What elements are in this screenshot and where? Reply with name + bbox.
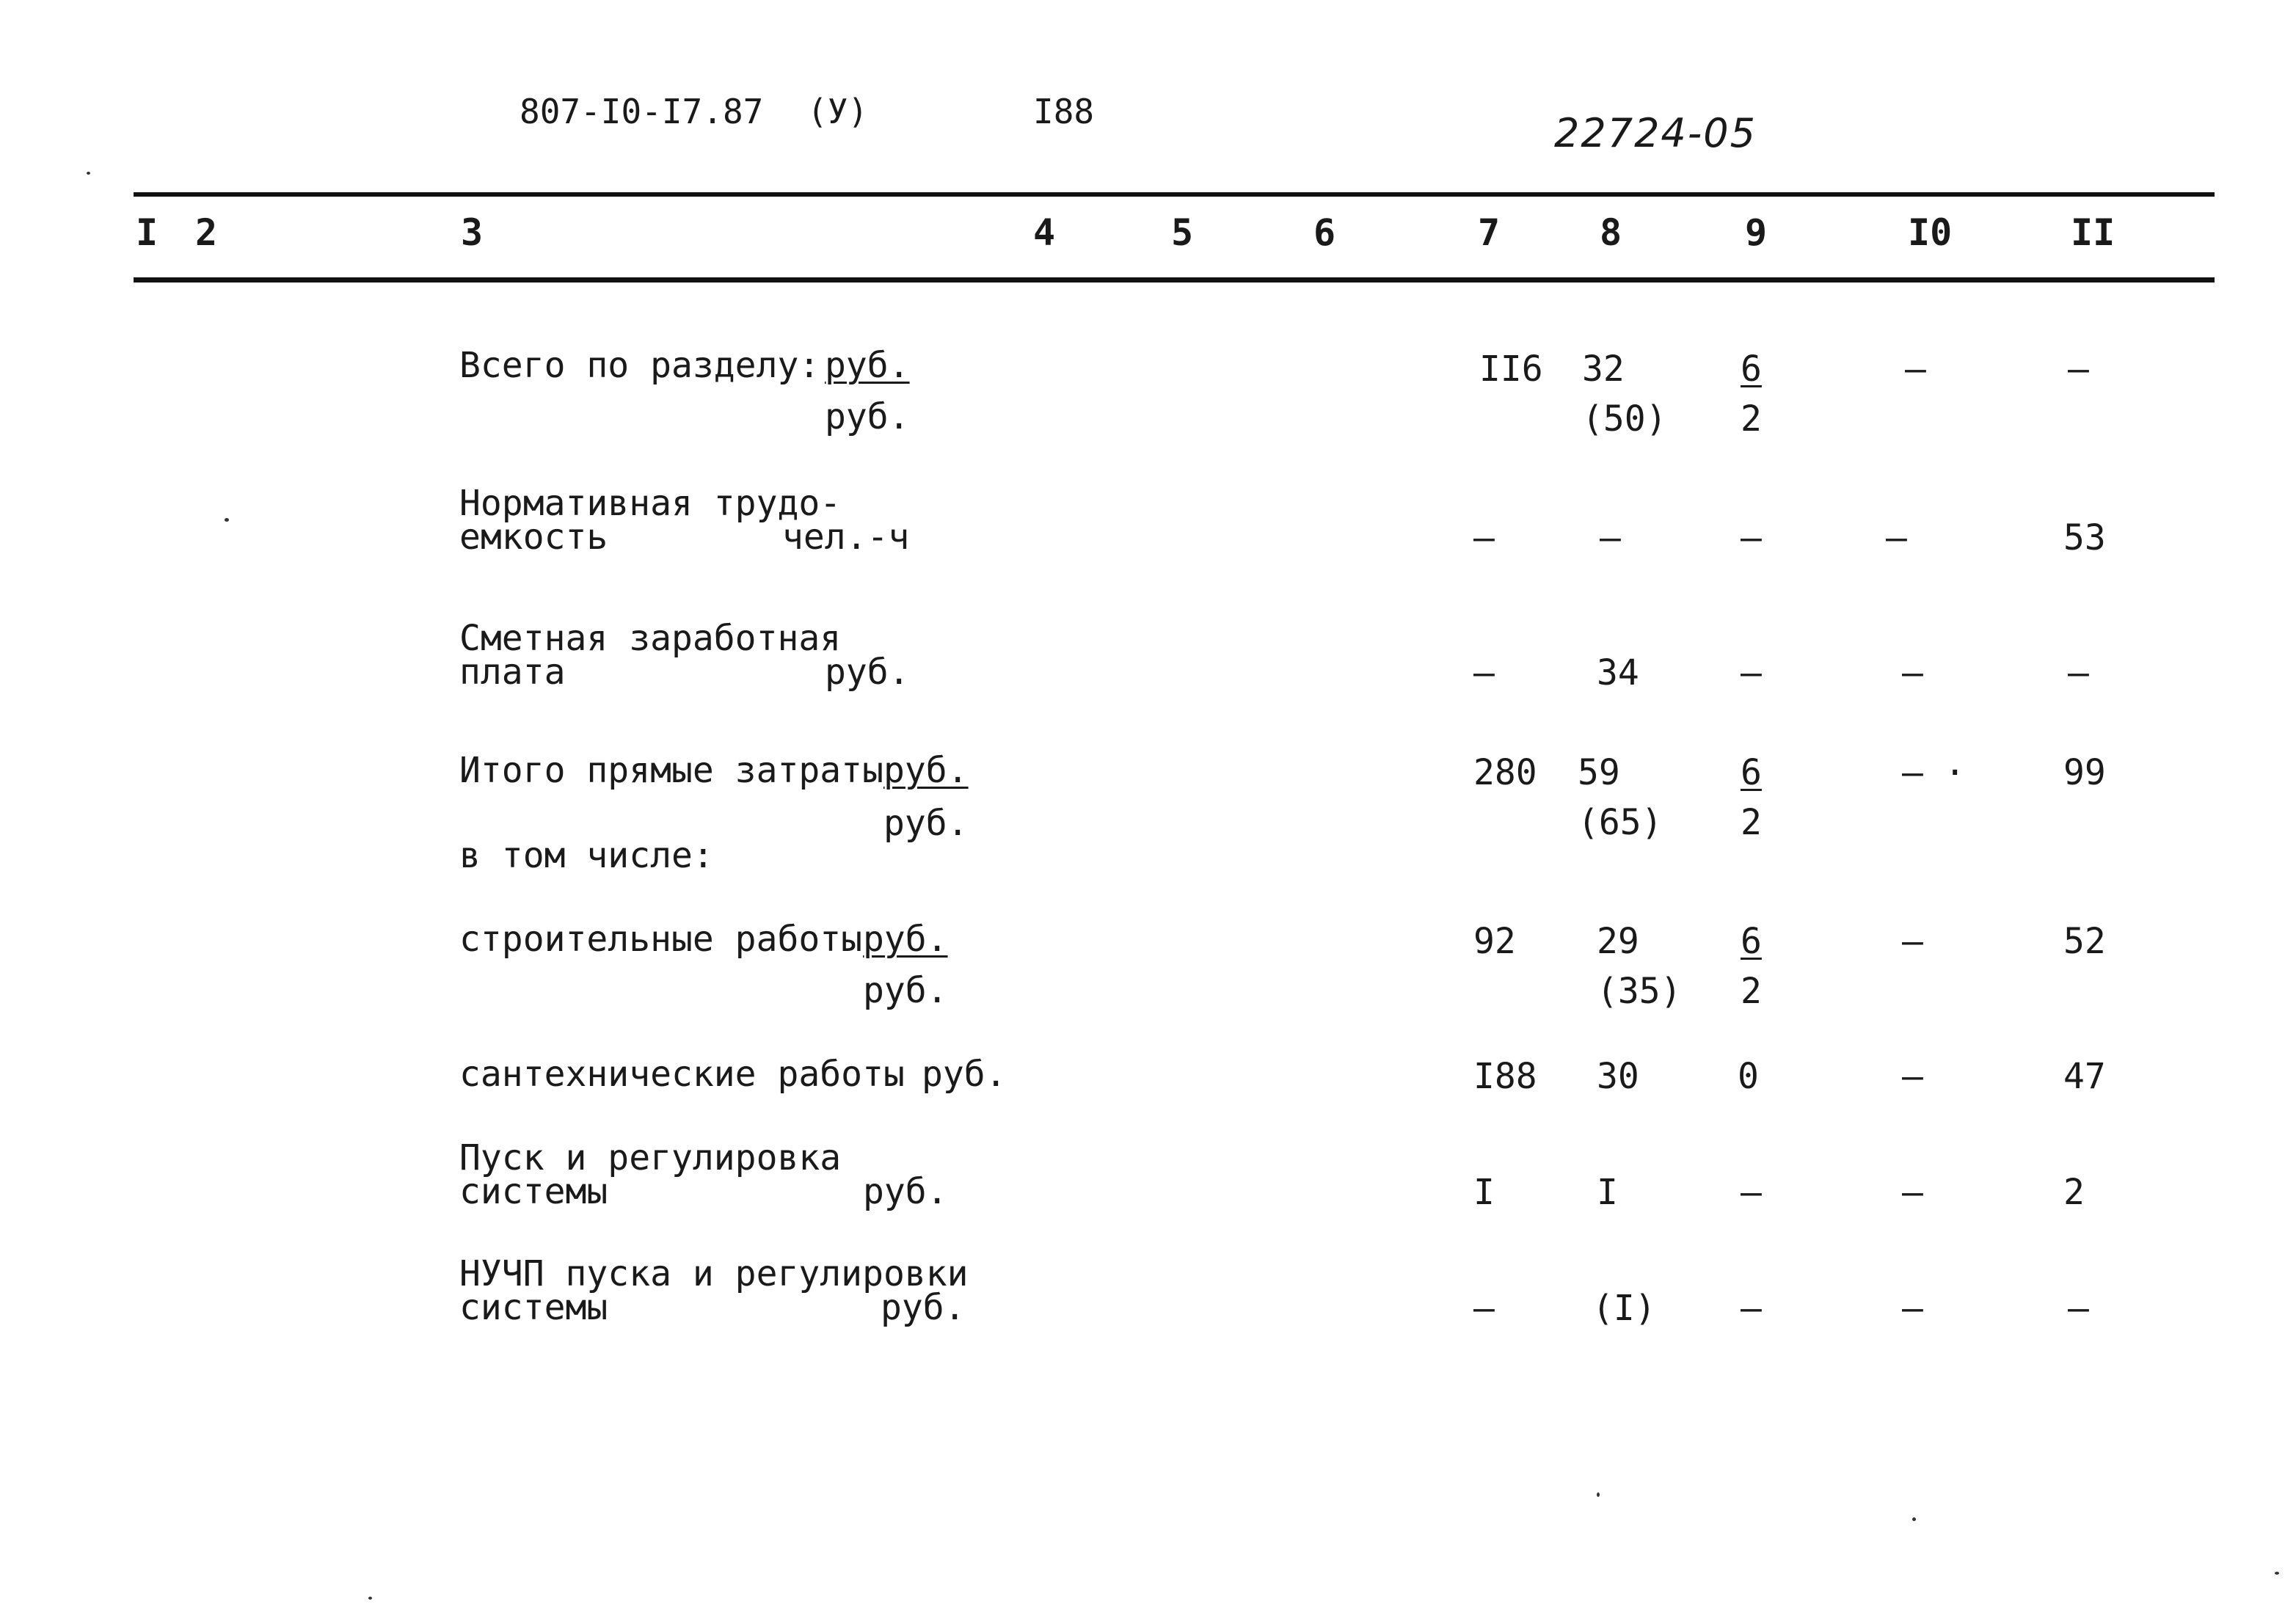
cell-col9: 6	[1741, 349, 1762, 390]
cell-col7: 280	[1473, 752, 1537, 793]
row-unit: чел.-ч	[782, 517, 910, 558]
cell-col11: –	[2068, 349, 2089, 390]
row-unit-secondary: руб.	[825, 396, 910, 437]
cell-col8: (I)	[1592, 1288, 1656, 1329]
cell-col8: 34	[1597, 652, 1639, 693]
cell-col7: I	[1473, 1172, 1495, 1213]
cell-col7: –	[1473, 1288, 1495, 1329]
column-number-7: 7	[1478, 211, 1501, 254]
cell-col9: 0	[1738, 1056, 1759, 1097]
cell-col9-secondary: 2	[1741, 971, 1762, 1012]
cell-col11: 52	[2063, 921, 2106, 962]
cell-col7: –	[1473, 517, 1495, 558]
row-label: Итого прямые затраты	[459, 750, 883, 791]
column-number-10: I0	[1908, 211, 1953, 254]
scan-speck	[225, 518, 229, 522]
row-unit-secondary: руб.	[883, 803, 969, 844]
row-unit: руб.	[881, 1287, 966, 1328]
cell-col7: –	[1473, 652, 1495, 693]
column-number-11: II	[2071, 211, 2115, 254]
row-unit: руб.	[825, 345, 910, 386]
cell-col11: 53	[2063, 517, 2106, 558]
column-number-8: 8	[1600, 211, 1622, 254]
scan-speck	[1597, 1492, 1600, 1497]
cell-col9: –	[1741, 517, 1762, 558]
cell-col9-secondary: 2	[1741, 398, 1762, 440]
cell-col10: –	[1902, 1288, 1923, 1329]
cell-col10: – ·	[1902, 752, 1966, 793]
row-unit: руб.	[863, 1171, 948, 1212]
column-number-3: 3	[461, 211, 484, 254]
archive-number: 22724-05	[1554, 110, 1757, 156]
cell-col7: II6	[1479, 349, 1543, 390]
scan-speck	[2275, 1572, 2279, 1575]
row-unit: руб.	[883, 750, 969, 791]
scan-speck	[1912, 1517, 1916, 1521]
cell-col9: –	[1741, 652, 1762, 693]
row-label: сантехнические работы	[459, 1054, 905, 1095]
cell-col9: 6	[1741, 752, 1762, 793]
cell-col8-secondary: (50)	[1582, 398, 1667, 440]
scan-speck	[368, 1597, 372, 1600]
cell-col10: –	[1902, 921, 1923, 962]
column-number-6: 6	[1313, 211, 1336, 254]
cell-col9: 6	[1741, 921, 1762, 962]
cell-col10: –	[1905, 349, 1926, 390]
cell-col8: 59	[1578, 752, 1620, 793]
document-code: 807-I0-I7.87	[520, 92, 764, 131]
cell-col7: 92	[1473, 921, 1516, 962]
cell-col11: 2	[2063, 1172, 2085, 1213]
cell-col11: –	[2068, 652, 2089, 693]
row-unit: руб.	[825, 652, 910, 693]
cell-col9: –	[1741, 1288, 1762, 1329]
row-label: строительные работы	[459, 919, 863, 960]
row-label: Сметная заработная	[459, 618, 842, 659]
cell-col7: I88	[1473, 1056, 1537, 1097]
row-label: Нормативная трудо-	[459, 483, 842, 524]
column-number-2: 2	[195, 211, 218, 254]
document-code-suffix: (У)	[807, 92, 869, 131]
cell-col8: I	[1597, 1172, 1618, 1213]
row-unit-secondary: руб.	[863, 970, 948, 1011]
page-number: I88	[1033, 92, 1095, 131]
cell-col9: –	[1741, 1172, 1762, 1213]
row-unit: руб.	[863, 919, 948, 960]
cell-col8-secondary: (65)	[1578, 802, 1663, 843]
column-number-1: I	[136, 211, 158, 254]
row-label: Пуск и регулировка	[459, 1137, 842, 1178]
cell-col10: –	[1886, 517, 1907, 558]
table-top-rule	[134, 192, 2215, 197]
cell-col8: 32	[1582, 349, 1625, 390]
row-unit: руб.	[922, 1054, 1007, 1095]
cell-col11: 47	[2063, 1056, 2106, 1097]
row-label: НУЧП пуска и регулировки	[459, 1253, 969, 1294]
row-label: в том числе:	[459, 835, 714, 876]
column-number-4: 4	[1033, 211, 1056, 254]
row-label-line2: системы	[459, 1287, 608, 1328]
row-label-line2: системы	[459, 1171, 608, 1212]
cell-col8: –	[1600, 517, 1621, 558]
cell-col8-secondary: (35)	[1597, 971, 1682, 1012]
cell-col11: 99	[2063, 752, 2106, 793]
column-number-5: 5	[1171, 211, 1194, 254]
cell-col8: 30	[1597, 1056, 1639, 1097]
table-header-rule	[134, 277, 2215, 282]
row-label: Всего по разделу:	[459, 345, 820, 386]
cell-col9-secondary: 2	[1741, 802, 1762, 843]
column-number-9: 9	[1745, 211, 1768, 254]
row-label-line2: емкость	[459, 517, 608, 558]
row-label-line2: плата	[459, 652, 566, 693]
scan-speck	[87, 172, 90, 175]
cell-col10: –	[1902, 1056, 1923, 1097]
cell-col10: –	[1902, 1172, 1923, 1213]
cell-col8: 29	[1597, 921, 1639, 962]
cell-col10: –	[1902, 652, 1923, 693]
cell-col11: –	[2068, 1288, 2089, 1329]
